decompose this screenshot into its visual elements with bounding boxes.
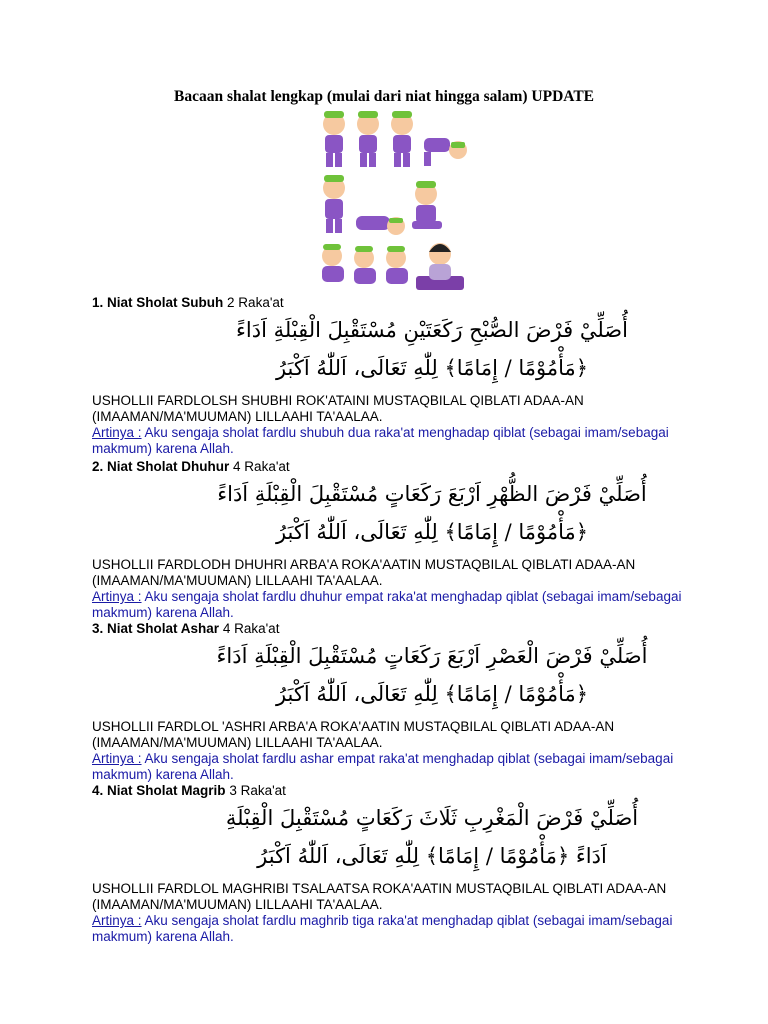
section-name: Niat Sholat Magrib	[107, 783, 226, 798]
section-dhuhur	[92, 459, 692, 621]
translation-label: Artinya :	[92, 751, 142, 766]
section-heading	[92, 459, 692, 475]
page-title: Bacaan shalat lengkap (mulai dari niat hingga salam) UPDATE	[174, 88, 594, 105]
translation-text: Aku sengaja sholat fardlu ashar empat raka'at menghadap qiblat (sebagai imam/sebagai makmum) karena Allah.	[92, 751, 674, 782]
arabic-line-2: ﴿مَأْمُوْمًا / إِمَامًا﴾ لِلّٰهِ تَعَالَى، اَللّٰهُ اَكْبَرُ	[275, 520, 589, 544]
figure-prostrating	[356, 216, 405, 235]
latin-transliteration: USHOLLII FARDLOL MAGHRIBI TSALAATSA ROKA'AATIN MUSTAQBILAL QIBLATI ADAA-AN (IMAAMAN/MA'MUUMAN) LILLAAHI TA'AALAA.	[92, 881, 667, 912]
translation-text: Aku sengaja sholat fardlu dhuhur empat raka'at menghadap qiblat (sebagai imam/sebagai makmum) karena Allah.	[92, 589, 682, 620]
section-number: 2.	[92, 459, 104, 474]
translation-text: Aku sengaja sholat fardlu maghrib tiga raka'at menghadap qiblat (sebagai imam/sebagai makmum) karena Allah.	[92, 913, 673, 944]
translation	[92, 751, 692, 783]
arabic-line-1: أُصَلِّيْ فَرْضَ الْعَصْرِ اَرْبَعَ رَكَعَاتٍ مُسْتَقْبِلَ الْقِبْلَةِ اَدَاءً	[216, 644, 648, 668]
section-number: 1.	[92, 295, 104, 310]
translation	[92, 589, 692, 621]
figure-on-mat	[416, 243, 464, 290]
figure-standing-1	[323, 111, 345, 167]
section-heading	[92, 295, 692, 311]
figure-standing-3	[391, 111, 413, 167]
figure-kneeling-2	[354, 246, 376, 284]
figure-bowing	[424, 138, 467, 166]
section-rakaat: 3 Raka'at	[229, 783, 286, 798]
section-name: Niat Sholat Subuh	[107, 295, 224, 310]
translation	[92, 913, 692, 945]
section-magrib	[92, 783, 692, 945]
prayer-positions-illustration	[316, 108, 472, 294]
translation-label: Artinya :	[92, 913, 142, 928]
latin-transliteration: USHOLLII FARDLODH DHUHRI ARBA'A ROKA'AATIN MUSTAQBILAL QIBLATI ADAA-AN (IMAAMAN/MA'MUUMAN) LILLAAHI TA'AALAA.	[92, 557, 636, 588]
arabic-line-1: أُصَلِّيْ فَرْضَ الْمَغْرِبِ ثَلَاثَ رَكَعَاتٍ مُسْتَقْبِلَ الْقِبْلَةِ	[225, 806, 639, 830]
section-name: Niat Sholat Ashar	[107, 621, 220, 636]
arabic-line-1: أُصَلِّيْ فَرْضَ الصُّبْحِ رَكَعَتَيْنِ مُسْتَقْبِلَ الْقِبْلَةِ اَدَاءً	[236, 318, 628, 342]
translation-text: Aku sengaja sholat fardlu shubuh dua raka'at menghadap qiblat (sebagai imam/sebagai makmum) karena Allah.	[92, 425, 669, 456]
section-heading	[92, 783, 692, 799]
translation	[92, 425, 692, 457]
figure-kneeling-1	[322, 244, 344, 282]
section-subuh	[92, 295, 692, 457]
section-rakaat: 4 Raka'at	[233, 459, 290, 474]
section-rakaat: 2 Raka'at	[227, 295, 284, 310]
figure-sitting	[412, 181, 442, 229]
section-number: 4.	[92, 783, 104, 798]
figure-raising-hands	[323, 175, 345, 233]
arabic-line-2: ﴿مَأْمُوْمًا / إِمَامًا﴾ لِلّٰهِ تَعَالَى، اَللّٰهُ اَكْبَرُ	[275, 682, 589, 706]
arabic-line-1: أُصَلِّيْ فَرْضَ الظُّهْرِ اَرْبَعَ رَكَعَاتٍ مُسْتَقْبِلَ الْقِبْلَةِ اَدَاءً	[217, 482, 647, 506]
translation-label: Artinya :	[92, 425, 142, 440]
latin-transliteration: USHOLLII FARDLOL 'ASHRI ARBA'A ROKA'AATIN MUSTAQBILAL QIBLATI ADAA-AN (IMAAMAN/MA'MUUMAN) LILLAAHI TA'AALAA.	[92, 719, 615, 750]
section-ashar	[92, 621, 692, 783]
section-heading	[92, 621, 692, 637]
figure-kneeling-3	[386, 246, 408, 284]
arabic-line-2: ﴿مَأْمُوْمًا / إِمَامًا﴾ لِلّٰهِ تَعَالَى، اَللّٰهُ اَكْبَرُ	[275, 356, 589, 380]
figure-standing-2	[357, 111, 379, 167]
translation-label: Artinya :	[92, 589, 142, 604]
section-name: Niat Sholat Dhuhur	[107, 459, 230, 474]
section-number: 3.	[92, 621, 104, 636]
section-rakaat: 4 Raka'at	[222, 621, 280, 636]
arabic-line-2: اَدَاءً ﴿مَأْمُوْمًا / إِمَامًا﴾ لِلّٰهِ تَعَالَى، اَللّٰهُ اَكْبَرُ	[257, 844, 607, 868]
latin-transliteration: USHOLLII FARDLOLSH SHUBHI ROK'ATAINI MUSTAQBILAL QIBLATI ADAA-AN (IMAAMAN/MA'MUUMAN) LILLAAHI TA'AALAA.	[92, 393, 584, 424]
